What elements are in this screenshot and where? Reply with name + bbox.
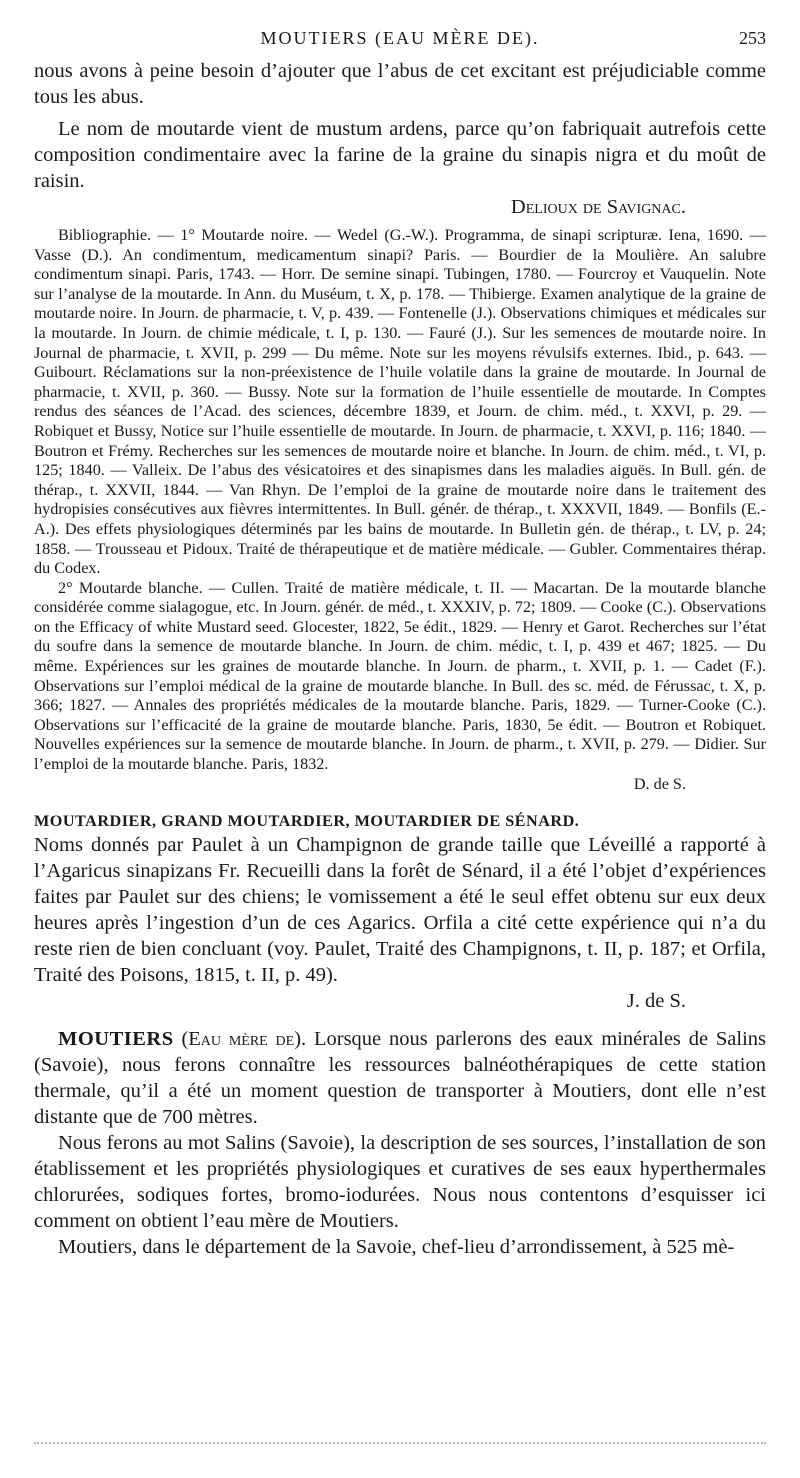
entry-text-moutiers-2: Nous ferons au mot Salins (Savoie), la description de ses sources, l’installation de son établissement et les propriétés physiologiques et curatives de ses eaux hyperthermales chlorurées, sodiques fortes, bromo-iodurées. Nous nous contentons d’esquisser ici comment on obtient l’eau mère de Moutiers. <box>34 1131 766 1232</box>
entry-moutiers-intro <box>34 1026 766 1130</box>
page-number: 253 <box>739 28 766 48</box>
header-title: MOUTIERS (EAU MÈRE DE). <box>260 28 540 48</box>
paragraph-etymology: Le nom de moutarde vient de mustum ardens, parce qu’on fabriquait autrefois cette composition condimentaire avec la farine de la graine du sinapis nigra et du moût de raisin. <box>34 118 766 192</box>
footer-dotted-rule <box>34 1442 766 1444</box>
bibliography-black-mustard: Bibliographie. — 1° Moutarde noire. — Wedel (G.-W.). Programma, de sinapi scripturæ. Iena, 1690. — Vasse (D.). An condimentum, medicamentum sinapi? Paris. — Bourdier de la Moulière. An salubre condimentum sinapi. Paris, 1743. — Horr. De semine sinapi. Tubingen, 1780. — Fourcroy et Vauquelin. Note sur l’analyse de la moutarde. In Ann. du Muséum, t. X, p. 178. — Thibierge. Examen analytique de la graine de moutarde noire. In Journ. de pharmacie, t. V, p. 439. — Fontenelle (J.). Observations chimiques et médicales sur la moutarde. In Journ. de chimie médicale, t. I, p. 130. — Fauré (J.). Sur les semences de moutarde noire. In Journal de pharmacie, t. XVII, p. 299 — Du même. Note sur les moyens révulsifs externes. Ibid., p. 643. — Guibourt. Réclamations sur la non-préexistence de l’huile volatile dans la graine de moutarde. In Journal de pharmacie, t. XVII, p. 360. — Bussy. Note sur la formation de l’huile essentielle de moutarde. In Comptes rendus des séances de l’Acad. des sciences, décembre 1839, et Journ. de chim. méd., t. XXVI, p. 29. — Robiquet et Bussy, Notice sur l’huile essentielle de moutarde. In Journ. de pharmacie, t. XXVI, p. 116; 1840. — Boutron et Frémy. Recherches sur les semences de moutarde noire et blanche. In Journ. de chim. méd., t. VI, p. 125; 1840. — Valleix. De l’abus des vésicatoires et des sinapismes dans les maladies aiguës. In Bull. gén. de thérap., t. XXVII, 1844. — Van Rhyn. De l’emploi de la graine de moutarde noire dans le traitement des hydropisies consécutives aux fièvres intermittentes. In Bull. génér. de thérap., t. XXXVII, 1849. — Bonfils (E.-A.). Des effets physiologiques déterminés par les bains de moutarde. In Bulletin gén. de thérap., t. LV, p. 24; 1858. — Trousseau et Pidoux. Traité de thérapeutique et de matière médicale. — Gubler. Commentaires thérap. du Codex. <box>34 226 766 578</box>
paragraph-continuation: nous avons à peine besoin d’ajouter que l’abus de cet excitant est préjudiciable comme tous les abus. <box>34 60 766 108</box>
author-signature: Delioux de Savignac. <box>510 196 686 218</box>
entry-heading-moutiers-sub: (Eau mère de). <box>181 1027 307 1050</box>
entry-signature-moutardier: J. de S. <box>626 989 686 1012</box>
document-page <box>34 28 766 1260</box>
entry-text-moutiers-1: Lorsque nous parlerons des eaux minérales de Salins (Savoie), nous ferons connaître les ressources balnéothérapiques de cette station thermale, qu’il a été un moment question de transporter à Moutiers, dont elle n’est distante que de 700 mètres. <box>34 1027 767 1128</box>
entry-text-moutardier: Noms donnés par Paulet à un Champignon de grande taille que Léveillé a rapporté à l’Agaricus sinapizans Fr. Recueilli dans la forêt de Sénard, il a été l’objet d’expériences faites par Paulet sur des chiens; le vomissement a été le seul effet obtenu sur eux deux heures après l’ingestion d’un de ces Agarics. Orfila a cité cette expérience qui n’a du reste rien de bien concluant (voy. Paulet, Traité des Champignons, t. II, p. 187; et Orfila, Traité des Poisons, 1815, t. II, p. 49). <box>34 833 766 986</box>
bibliography-white-mustard: 2° Moutarde blanche. — Cullen. Traité de matière médicale, t. II. — Macartan. De la moutarde blanche considérée comme sialagogue, etc. In Journ. génér. de méd., t. XXXIV, p. 72; 1809. — Cooke (C.). Observations on the Efficacy of white Mustard seed. Glocester, 1822, 5e édit., 1829. — Henry et Garot. Recherches sur l’état du soufre dans la semence de moutarde blanche. In Journ. de chim. médic, t. I, p. 439 et 467; 1825. — Du même. Expériences sur les graines de moutarde blanche. In Journ. de pharm., t. XVII, p. 1. — Cadet (F.). Observations sur l’emploi médical de la graine de moutarde blanche. In Bull. des sc. méd. de Férussac, t. X, p. 366; 1827. — Annales des propriétés médicales de la moutarde blanche. Paris, 1829. — Turner-Cooke (C.). Observations sur l’efficacité de la graine de moutarde blanche. Paris, 1830, 5e édit. — Boutron et Robiquet. Nouvelles expériences sur la semence de moutarde blanche. In Journ. de pharm., t. XVII, p. 279. — Didier. Sur l’emploi de la moutarde blanche. Paris, 1832. <box>34 578 766 774</box>
entry-heading-moutiers: MOUTIERS <box>58 1027 174 1050</box>
entry-text-moutiers-3: Moutiers, dans le département de la Savoie, chef-lieu d’arrondissement, à 525 mè- <box>58 1235 735 1258</box>
entry-heading-moutardier: MOUTARDIER, GRAND MOUTARDIER, MOUTARDIER DE SÉNARD. <box>34 812 580 831</box>
running-header <box>34 28 766 58</box>
bibliography-signature: D. de S. <box>633 774 686 793</box>
